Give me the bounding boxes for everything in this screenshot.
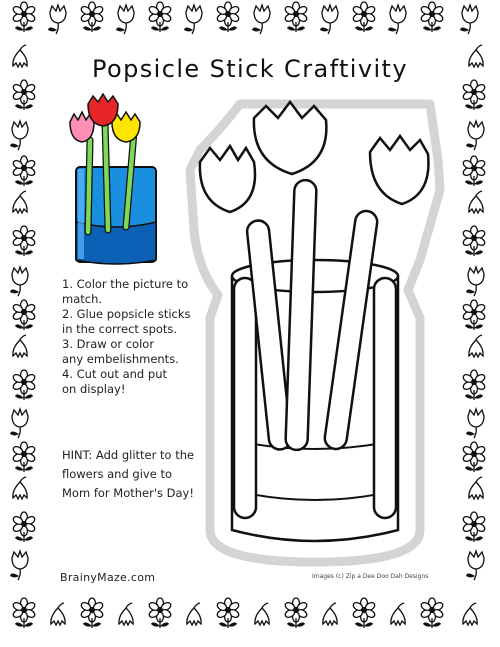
image-credit: Images (c) Zip a Dee Doo Dah Designs — [312, 573, 429, 580]
colored-tulip-vase-icon — [60, 92, 170, 267]
website-credit: BrainyMaze.com — [60, 571, 156, 584]
instruction-step-1: 1. Color the picture to match. — [62, 277, 189, 306]
hint-text: HINT: Add glitter to the flowers and give to Mom for Mother's Day! — [62, 448, 195, 500]
instruction-step-3: 3. Draw or color any embelishments. — [62, 337, 179, 366]
tulip-vase-outline-icon — [180, 90, 450, 570]
instruction-step-2: 2. Glue popsicle sticks in the correct spots. — [62, 307, 191, 336]
instruction-step-4: 4. Cut out and put on display! — [62, 367, 167, 396]
page-title: Popsicle Stick Craftivity — [92, 55, 408, 83]
